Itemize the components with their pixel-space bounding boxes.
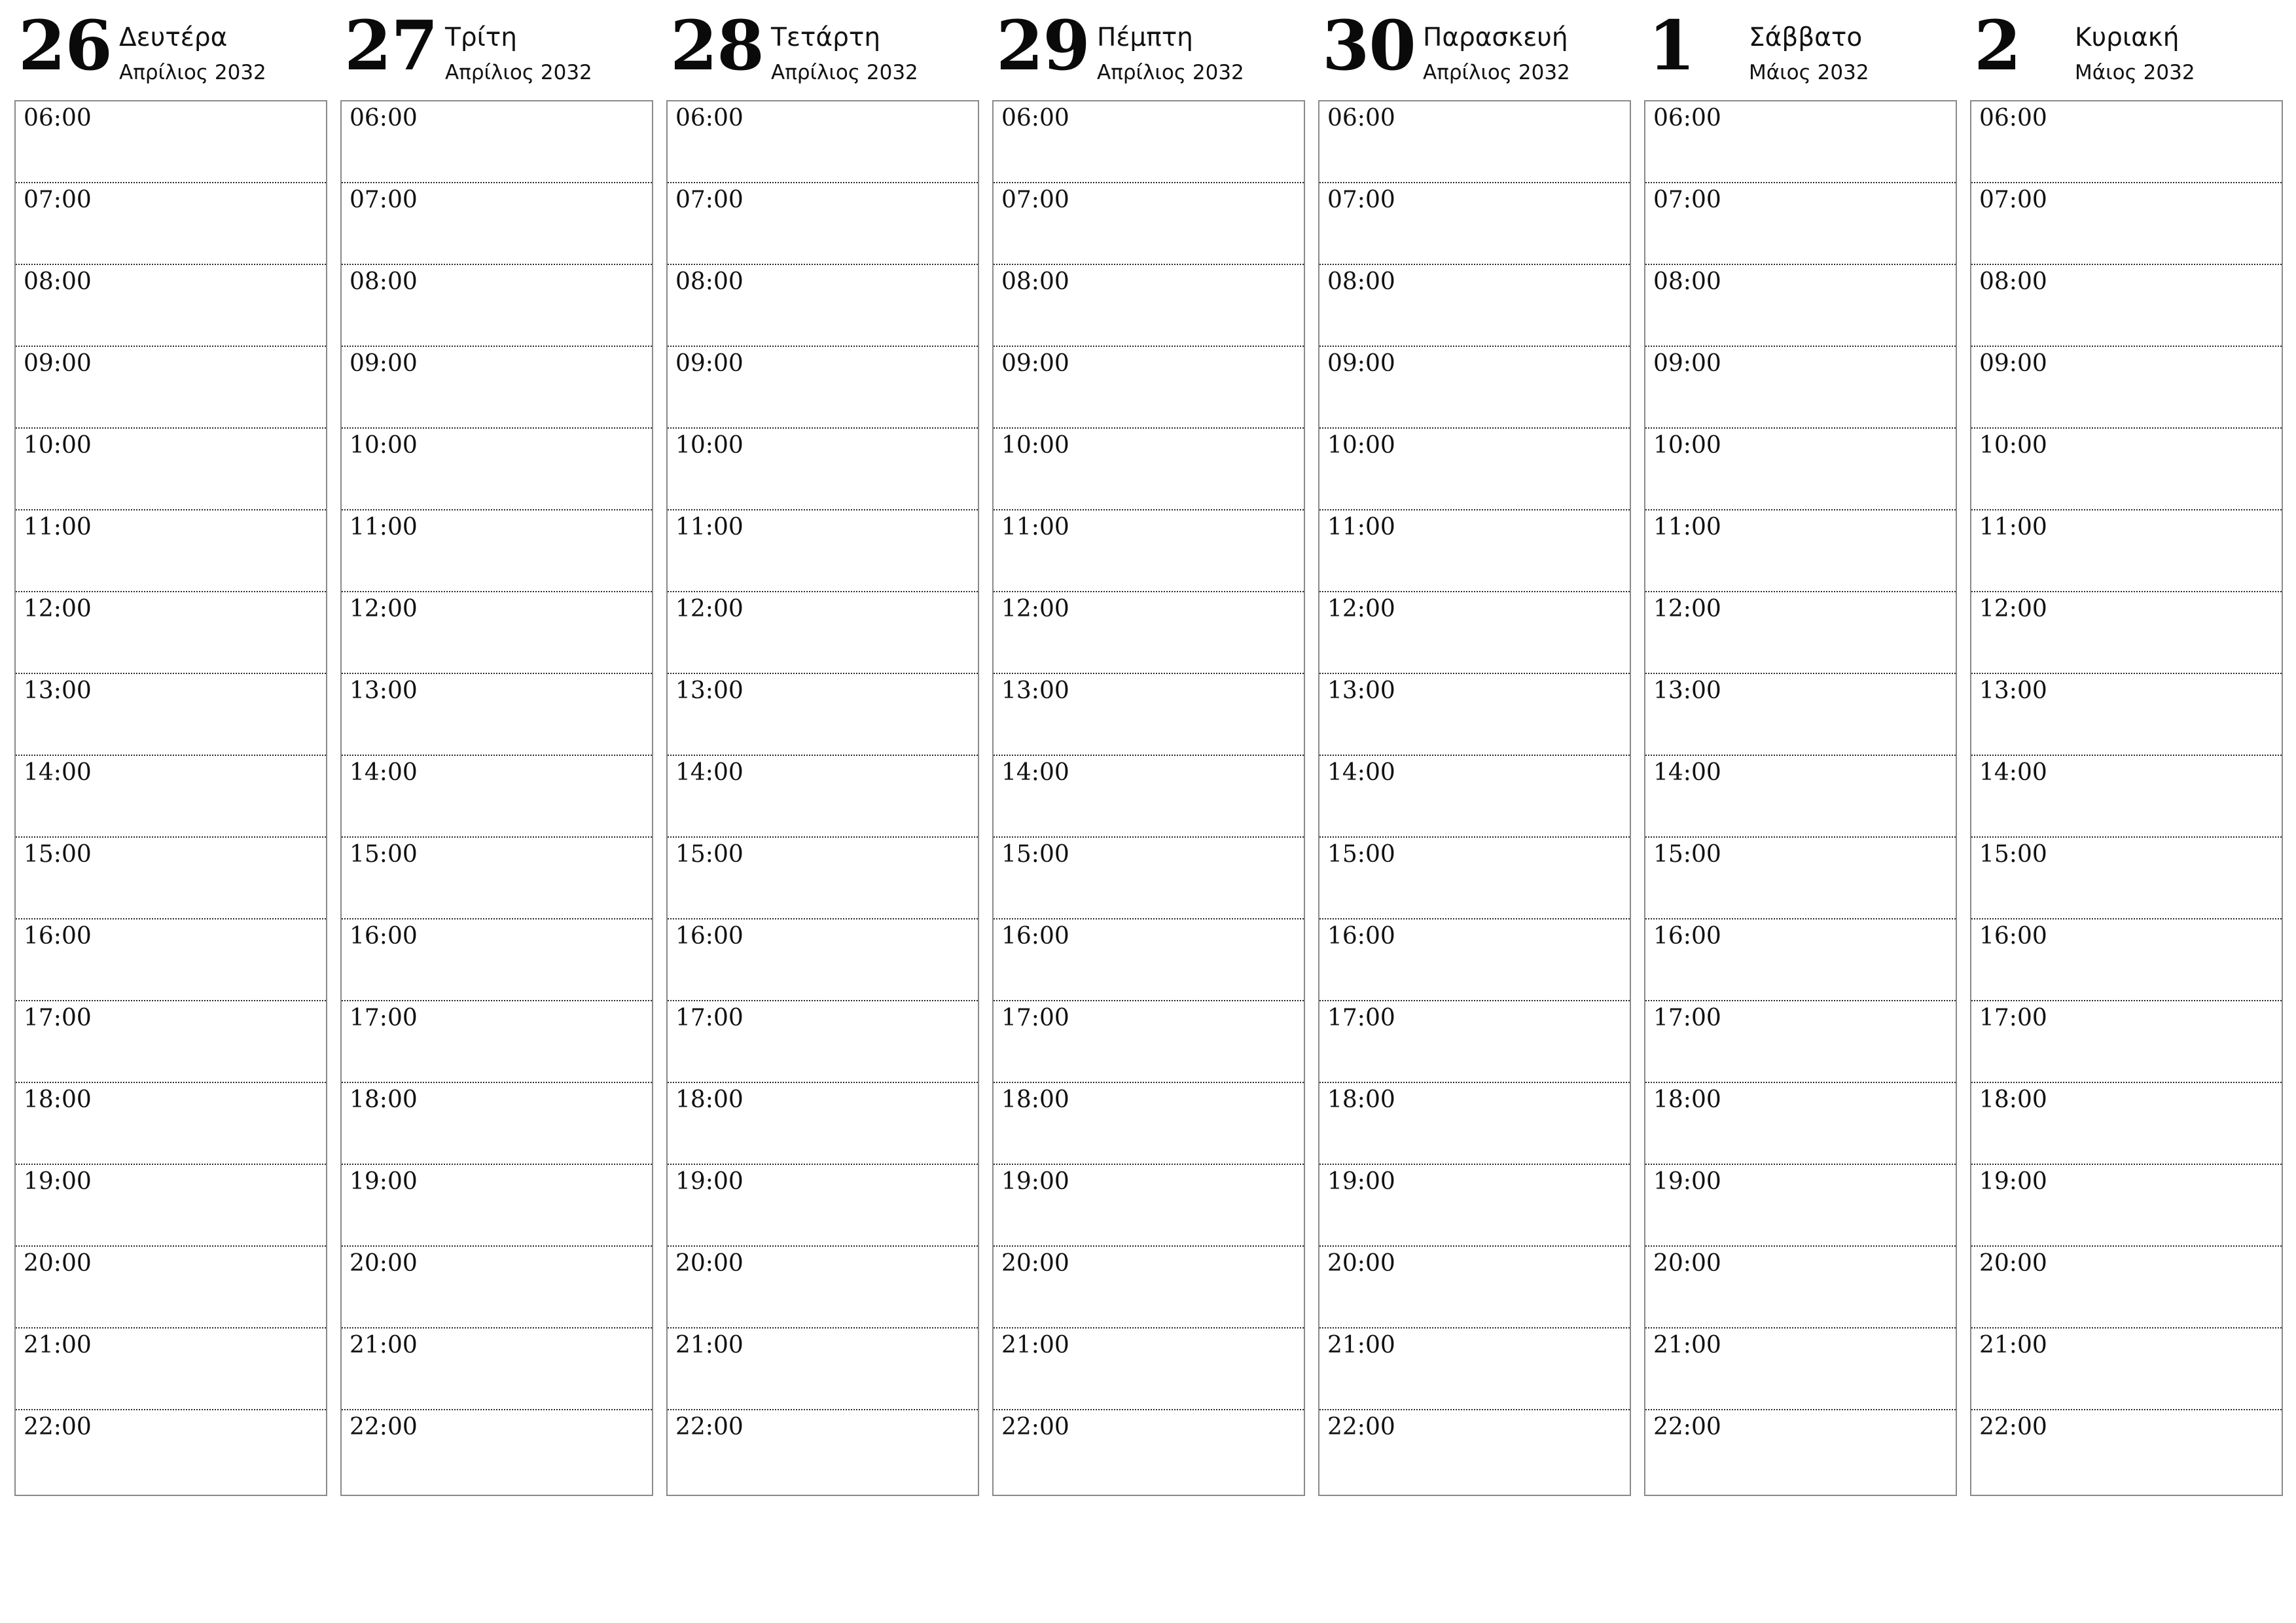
- hour-slot[interactable]: [1319, 838, 1630, 919]
- day-column: [992, 0, 1305, 1502]
- hour-slot[interactable]: [1971, 347, 2282, 429]
- day-column: [1970, 0, 2283, 1502]
- hour-label: 09:00: [24, 350, 92, 377]
- day-schedule-box: [1644, 100, 1957, 1496]
- hour-label: 09:00: [350, 350, 418, 377]
- hour-label: 18:00: [24, 1086, 92, 1113]
- hour-label: 19:00: [1979, 1168, 2047, 1195]
- hour-slot[interactable]: [1645, 429, 1956, 510]
- day-schedule-box: [14, 100, 327, 1496]
- hour-label: 08:00: [675, 268, 744, 295]
- hour-label: 17:00: [675, 1005, 744, 1031]
- hour-label: 12:00: [675, 596, 744, 622]
- hour-slot[interactable]: [1971, 674, 2282, 756]
- hour-slot[interactable]: [16, 1410, 326, 1492]
- hour-slot[interactable]: [1645, 1083, 1956, 1165]
- hour-slot[interactable]: [1319, 1329, 1630, 1410]
- hour-slot[interactable]: [342, 838, 652, 919]
- day-column: [340, 0, 653, 1502]
- hour-label: 14:00: [1653, 759, 1721, 786]
- hour-slot[interactable]: [342, 1165, 652, 1247]
- hour-label: 18:00: [1327, 1086, 1395, 1113]
- month-year-label: Απρίλιος 2032: [1097, 61, 1244, 84]
- hour-label: 10:00: [675, 432, 744, 459]
- hour-label: 18:00: [675, 1086, 744, 1113]
- hour-slot[interactable]: [668, 347, 978, 429]
- hour-slot[interactable]: [1645, 1329, 1956, 1410]
- day-number: 27: [344, 5, 438, 86]
- hour-label: 10:00: [24, 432, 92, 459]
- day-column: [1644, 0, 1957, 1502]
- hour-slot[interactable]: [994, 674, 1304, 756]
- hour-label: 17:00: [1979, 1005, 2047, 1031]
- hour-slot[interactable]: [668, 1083, 978, 1165]
- hour-slot[interactable]: [1319, 1247, 1630, 1329]
- hour-label: 12:00: [1001, 596, 1069, 622]
- weekday-label: Τετάρτη: [771, 23, 881, 52]
- hour-label: 11:00: [1653, 514, 1721, 541]
- hour-slot[interactable]: [1319, 1410, 1630, 1492]
- hour-label: 14:00: [675, 759, 744, 786]
- hour-slot[interactable]: [1971, 183, 2282, 265]
- month-year-label: Απρίλιος 2032: [771, 61, 918, 84]
- hour-label: 20:00: [24, 1250, 92, 1277]
- hour-label: 18:00: [1979, 1086, 2047, 1113]
- hour-label: 11:00: [1001, 514, 1069, 541]
- hour-slot[interactable]: [1971, 756, 2282, 838]
- hour-label: 16:00: [1979, 923, 2047, 950]
- hour-slot[interactable]: [342, 510, 652, 592]
- hour-label: 19:00: [1327, 1168, 1395, 1195]
- day-header: [1644, 0, 1957, 99]
- day-schedule-box: [340, 100, 653, 1496]
- hour-label: 13:00: [1979, 677, 2047, 704]
- hour-slot[interactable]: [16, 1165, 326, 1247]
- hour-slot[interactable]: [16, 510, 326, 592]
- month-year-label: Απρίλιος 2032: [1423, 61, 1570, 84]
- hour-slot[interactable]: [342, 674, 652, 756]
- hour-label: 19:00: [350, 1168, 418, 1195]
- hour-slot[interactable]: [668, 1165, 978, 1247]
- hour-slot[interactable]: [1645, 1001, 1956, 1083]
- hour-slot[interactable]: [1645, 101, 1956, 183]
- hour-label: 09:00: [675, 350, 744, 377]
- hour-slot[interactable]: [1645, 674, 1956, 756]
- hour-label: 19:00: [1653, 1168, 1721, 1195]
- hour-label: 18:00: [350, 1086, 418, 1113]
- hour-label: 16:00: [1653, 923, 1721, 950]
- hour-slot[interactable]: [342, 1410, 652, 1492]
- hour-label: 06:00: [675, 105, 744, 132]
- hour-label: 14:00: [1327, 759, 1395, 786]
- hour-slot[interactable]: [1971, 1410, 2282, 1492]
- hour-slot[interactable]: [342, 265, 652, 347]
- hour-slot[interactable]: [1971, 1329, 2282, 1410]
- day-header: [666, 0, 979, 99]
- hour-slot[interactable]: [1645, 1410, 1956, 1492]
- hour-slot[interactable]: [994, 919, 1304, 1001]
- hour-slot[interactable]: [16, 919, 326, 1001]
- hour-slot[interactable]: [16, 1247, 326, 1329]
- hour-label: 21:00: [1001, 1332, 1069, 1359]
- hour-label: 13:00: [1327, 677, 1395, 704]
- hour-label: 11:00: [1327, 514, 1395, 541]
- hour-label: 20:00: [350, 1250, 418, 1277]
- hour-slot[interactable]: [1645, 265, 1956, 347]
- hour-label: 11:00: [350, 514, 418, 541]
- hour-label: 12:00: [1327, 596, 1395, 622]
- hour-label: 15:00: [1653, 841, 1721, 868]
- hour-label: 17:00: [1001, 1005, 1069, 1031]
- hour-slot[interactable]: [994, 1001, 1304, 1083]
- hour-slot[interactable]: [342, 429, 652, 510]
- hour-label: 10:00: [1653, 432, 1721, 459]
- hour-label: 15:00: [1001, 841, 1069, 868]
- hour-label: 10:00: [1001, 432, 1069, 459]
- hour-label: 06:00: [1327, 105, 1395, 132]
- hour-slot[interactable]: [994, 510, 1304, 592]
- hour-slot[interactable]: [994, 1247, 1304, 1329]
- hour-slot[interactable]: [994, 429, 1304, 510]
- month-year-label: Μάιος 2032: [2075, 61, 2195, 84]
- day-schedule-box: [1318, 100, 1631, 1496]
- hour-slot[interactable]: [1319, 101, 1630, 183]
- hour-label: 10:00: [1327, 432, 1395, 459]
- day-number: 1: [1648, 5, 1695, 86]
- hour-slot[interactable]: [994, 347, 1304, 429]
- hour-label: 19:00: [675, 1168, 744, 1195]
- hour-label: 12:00: [350, 596, 418, 622]
- hour-label: 13:00: [675, 677, 744, 704]
- day-column: [1318, 0, 1631, 1502]
- hour-slot[interactable]: [668, 1247, 978, 1329]
- hour-label: 20:00: [1653, 1250, 1721, 1277]
- hour-slot[interactable]: [342, 101, 652, 183]
- hour-label: 16:00: [1327, 923, 1395, 950]
- hour-slot[interactable]: [994, 1165, 1304, 1247]
- hour-label: 15:00: [350, 841, 418, 868]
- hour-slot[interactable]: [994, 101, 1304, 183]
- hour-slot[interactable]: [1971, 1083, 2282, 1165]
- hour-slot[interactable]: [342, 1329, 652, 1410]
- hour-label: 08:00: [1327, 268, 1395, 295]
- hour-label: 22:00: [24, 1414, 92, 1440]
- hour-label: 07:00: [24, 187, 92, 213]
- hour-slot[interactable]: [1645, 510, 1956, 592]
- hour-slot[interactable]: [16, 101, 326, 183]
- hour-slot[interactable]: [1971, 101, 2282, 183]
- hour-label: 21:00: [1979, 1332, 2047, 1359]
- hour-slot[interactable]: [1645, 592, 1956, 674]
- hour-label: 16:00: [1001, 923, 1069, 950]
- hour-slot[interactable]: [1971, 510, 2282, 592]
- day-schedule-box: [666, 100, 979, 1496]
- hour-label: 06:00: [1653, 105, 1721, 132]
- hour-slot[interactable]: [1645, 756, 1956, 838]
- hour-slot[interactable]: [342, 347, 652, 429]
- hour-label: 08:00: [1653, 268, 1721, 295]
- hour-label: 10:00: [1979, 432, 2047, 459]
- hour-slot[interactable]: [1319, 919, 1630, 1001]
- hour-slot[interactable]: [1319, 429, 1630, 510]
- hour-label: 19:00: [1001, 1168, 1069, 1195]
- hour-label: 06:00: [1001, 105, 1069, 132]
- hour-label: 19:00: [24, 1168, 92, 1195]
- hour-label: 07:00: [350, 187, 418, 213]
- hour-label: 17:00: [24, 1005, 92, 1031]
- hour-slot[interactable]: [16, 838, 326, 919]
- hour-label: 17:00: [1653, 1005, 1721, 1031]
- hour-label: 18:00: [1001, 1086, 1069, 1113]
- hour-slot[interactable]: [16, 1083, 326, 1165]
- hour-label: 22:00: [1001, 1414, 1069, 1440]
- hour-slot[interactable]: [668, 1001, 978, 1083]
- hour-label: 21:00: [350, 1332, 418, 1359]
- hour-slot[interactable]: [994, 756, 1304, 838]
- hour-slot[interactable]: [1971, 838, 2282, 919]
- hour-label: 07:00: [1653, 187, 1721, 213]
- hour-label: 22:00: [675, 1414, 744, 1440]
- hour-slot[interactable]: [342, 1001, 652, 1083]
- hour-slot[interactable]: [16, 347, 326, 429]
- hour-label: 22:00: [350, 1414, 418, 1440]
- hour-slot[interactable]: [668, 838, 978, 919]
- day-number: 28: [670, 5, 764, 86]
- hour-slot[interactable]: [1645, 1247, 1956, 1329]
- weekday-label: Παρασκευή: [1423, 23, 1568, 52]
- weekday-label: Σάββατο: [1749, 23, 1863, 52]
- hour-label: 11:00: [1979, 514, 2047, 541]
- hour-label: 13:00: [1653, 677, 1721, 704]
- hour-slot[interactable]: [1645, 1165, 1956, 1247]
- day-number: 29: [996, 5, 1090, 86]
- month-year-label: Απρίλιος 2032: [445, 61, 592, 84]
- hour-slot[interactable]: [1971, 919, 2282, 1001]
- hour-label: 17:00: [1327, 1005, 1395, 1031]
- hour-slot[interactable]: [1645, 347, 1956, 429]
- hour-label: 12:00: [1979, 596, 2047, 622]
- day-number: 2: [1974, 5, 2021, 86]
- hour-label: 11:00: [675, 514, 744, 541]
- day-number: 26: [18, 5, 112, 86]
- hour-label: 13:00: [1001, 677, 1069, 704]
- hour-label: 09:00: [1653, 350, 1721, 377]
- hour-label: 07:00: [1001, 187, 1069, 213]
- hour-slot[interactable]: [668, 674, 978, 756]
- hour-slot[interactable]: [668, 510, 978, 592]
- weekday-label: Δευτέρα: [119, 23, 228, 52]
- hour-label: 06:00: [1979, 105, 2047, 132]
- hour-label: 21:00: [675, 1332, 744, 1359]
- hour-slot[interactable]: [1319, 510, 1630, 592]
- hour-label: 16:00: [350, 923, 418, 950]
- hour-label: 11:00: [24, 514, 92, 541]
- hour-slot[interactable]: [668, 101, 978, 183]
- hour-label: 08:00: [24, 268, 92, 295]
- hour-label: 12:00: [1653, 596, 1721, 622]
- hour-label: 20:00: [1327, 1250, 1395, 1277]
- hour-label: 20:00: [1001, 1250, 1069, 1277]
- hour-label: 09:00: [1001, 350, 1069, 377]
- hour-slot[interactable]: [1319, 347, 1630, 429]
- hour-label: 12:00: [24, 596, 92, 622]
- hour-slot[interactable]: [342, 183, 652, 265]
- hour-slot[interactable]: [668, 1329, 978, 1410]
- hour-slot[interactable]: [16, 183, 326, 265]
- hour-label: 20:00: [1979, 1250, 2047, 1277]
- hour-slot[interactable]: [1319, 592, 1630, 674]
- hour-slot[interactable]: [1319, 1165, 1630, 1247]
- day-header: [1970, 0, 2283, 99]
- hour-slot[interactable]: [994, 1083, 1304, 1165]
- hour-label: 06:00: [24, 105, 92, 132]
- hour-label: 14:00: [350, 759, 418, 786]
- hour-label: 06:00: [350, 105, 418, 132]
- hour-label: 13:00: [350, 677, 418, 704]
- hour-slot[interactable]: [668, 429, 978, 510]
- hour-label: 07:00: [675, 187, 744, 213]
- hour-slot[interactable]: [342, 756, 652, 838]
- hour-slot[interactable]: [994, 183, 1304, 265]
- hour-label: 15:00: [675, 841, 744, 868]
- day-header: [992, 0, 1305, 99]
- hour-slot[interactable]: [994, 838, 1304, 919]
- hour-label: 22:00: [1653, 1414, 1721, 1440]
- day-header: [340, 0, 653, 99]
- hour-slot[interactable]: [1971, 1165, 2282, 1247]
- hour-label: 21:00: [1327, 1332, 1395, 1359]
- hour-label: 14:00: [1001, 759, 1069, 786]
- month-year-label: Μάιος 2032: [1749, 61, 1869, 84]
- hour-label: 13:00: [24, 677, 92, 704]
- hour-slot[interactable]: [1971, 592, 2282, 674]
- day-schedule-box: [1970, 100, 2283, 1496]
- hour-slot[interactable]: [994, 592, 1304, 674]
- weekday-label: Τρίτη: [445, 23, 517, 52]
- hour-slot[interactable]: [16, 429, 326, 510]
- hour-slot[interactable]: [994, 1329, 1304, 1410]
- hour-label: 09:00: [1979, 350, 2047, 377]
- hour-label: 10:00: [350, 432, 418, 459]
- hour-label: 22:00: [1327, 1414, 1395, 1440]
- day-schedule-box: [992, 100, 1305, 1496]
- hour-slot[interactable]: [342, 592, 652, 674]
- hour-label: 22:00: [1979, 1414, 2047, 1440]
- hour-slot[interactable]: [994, 265, 1304, 347]
- day-header: [14, 0, 327, 99]
- hour-slot[interactable]: [668, 1410, 978, 1492]
- hour-slot[interactable]: [16, 674, 326, 756]
- hour-slot[interactable]: [1319, 674, 1630, 756]
- day-number: 30: [1322, 5, 1416, 86]
- hour-slot[interactable]: [668, 756, 978, 838]
- hour-label: 17:00: [350, 1005, 418, 1031]
- hour-slot[interactable]: [1645, 919, 1956, 1001]
- hour-label: 07:00: [1327, 187, 1395, 213]
- hour-slot[interactable]: [16, 1329, 326, 1410]
- hour-slot[interactable]: [994, 1410, 1304, 1492]
- month-year-label: Απρίλιος 2032: [119, 61, 266, 84]
- hour-slot[interactable]: [16, 756, 326, 838]
- hour-label: 15:00: [24, 841, 92, 868]
- hour-label: 07:00: [1979, 187, 2047, 213]
- hour-slot[interactable]: [1971, 1001, 2282, 1083]
- hour-label: 15:00: [1327, 841, 1395, 868]
- hour-label: 15:00: [1979, 841, 2047, 868]
- hour-label: 21:00: [24, 1332, 92, 1359]
- hour-slot[interactable]: [342, 919, 652, 1001]
- hour-slot[interactable]: [1319, 1083, 1630, 1165]
- hour-label: 14:00: [1979, 759, 2047, 786]
- hour-label: 14:00: [24, 759, 92, 786]
- hour-label: 21:00: [1653, 1332, 1721, 1359]
- hour-slot[interactable]: [668, 265, 978, 347]
- day-column: [666, 0, 979, 1502]
- hour-slot[interactable]: [1971, 1247, 2282, 1329]
- hour-slot[interactable]: [16, 265, 326, 347]
- hour-slot[interactable]: [342, 1083, 652, 1165]
- hour-label: 08:00: [1001, 268, 1069, 295]
- hour-slot[interactable]: [1319, 265, 1630, 347]
- hour-slot[interactable]: [1319, 183, 1630, 265]
- hour-slot[interactable]: [1645, 183, 1956, 265]
- hour-label: 20:00: [675, 1250, 744, 1277]
- hour-label: 09:00: [1327, 350, 1395, 377]
- day-header: [1318, 0, 1631, 99]
- hour-slot[interactable]: [668, 919, 978, 1001]
- hour-slot[interactable]: [16, 1001, 326, 1083]
- hour-label: 18:00: [1653, 1086, 1721, 1113]
- hour-slot[interactable]: [342, 1247, 652, 1329]
- hour-label: 08:00: [1979, 268, 2047, 295]
- hour-label: 16:00: [24, 923, 92, 950]
- day-column: [14, 0, 327, 1502]
- hour-slot[interactable]: [1319, 1001, 1630, 1083]
- hour-slot[interactable]: [1645, 838, 1956, 919]
- hour-slot[interactable]: [668, 592, 978, 674]
- weekday-label: Πέμπτη: [1097, 23, 1193, 52]
- hour-label: 16:00: [675, 923, 744, 950]
- hour-slot[interactable]: [1319, 756, 1630, 838]
- hour-slot[interactable]: [16, 592, 326, 674]
- hour-slot[interactable]: [1971, 429, 2282, 510]
- hour-slot[interactable]: [1971, 265, 2282, 347]
- hour-slot[interactable]: [668, 183, 978, 265]
- weekday-label: Κυριακή: [2075, 23, 2179, 52]
- hour-label: 08:00: [350, 268, 418, 295]
